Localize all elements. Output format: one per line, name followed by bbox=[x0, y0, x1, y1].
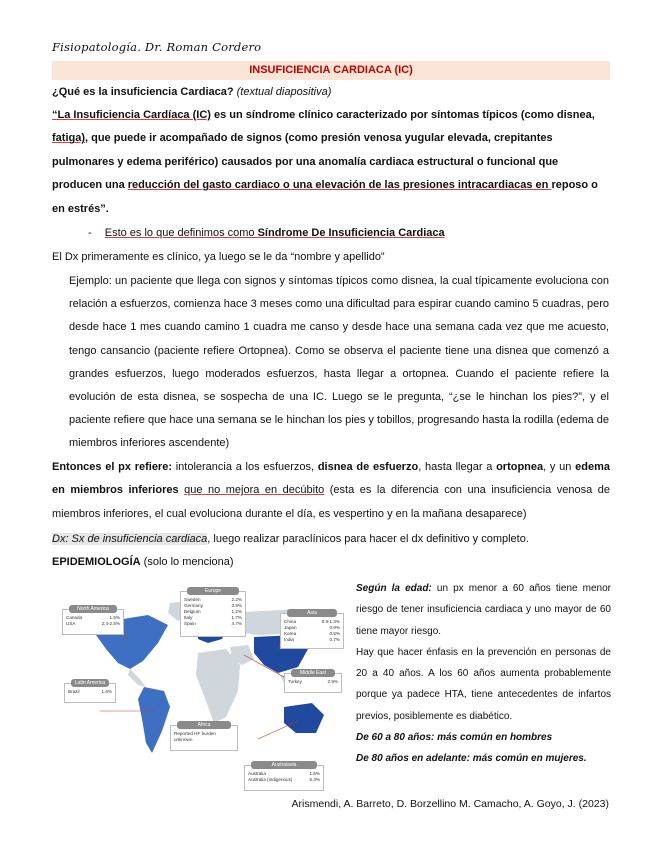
europe-row bbox=[181, 621, 245, 627]
entonces-edema: edema en miembros inferiores bbox=[52, 461, 610, 497]
side-prevention-text: Hay que hacer énfasis en la prevención en personas de 20 a 40 años. A los 60 años aumenta probablemente porque ya padece HTA, tiene antecedentes de infartos previos, posiblemente es diabético. bbox=[356, 646, 611, 722]
me-value: 2.9% bbox=[327, 679, 338, 684]
definition-text: , que puede ir acompañado de signos (como presión venosa yugular elevada, crepitantes bbox=[85, 132, 553, 145]
dx-final-highlight: Dx: Sx de insuficiencia cardiaca bbox=[52, 533, 208, 545]
entonces-text: (esta es la diferencia con una insuficiencia venosa de miembros inferiores, el cual evoluciona durante el día, es vespertino y en la mañana desaparece) bbox=[52, 484, 610, 520]
definition-fatiga: fatiga) bbox=[52, 132, 85, 145]
la-country: Brazil bbox=[68, 689, 80, 694]
au-country: Australia (indigenous) bbox=[248, 777, 293, 782]
europe-title: Europe bbox=[187, 587, 239, 595]
legend-latin-america bbox=[64, 680, 116, 703]
europe-value: 2.2% bbox=[231, 597, 242, 602]
asia-value: 0.9% bbox=[329, 625, 340, 630]
epi-note: (solo lo menciona) bbox=[140, 556, 234, 568]
header-author: Fisiopatología. Dr. Roman Cordero bbox=[52, 40, 262, 54]
definition-text: reposo o bbox=[551, 179, 598, 192]
europe-country: Sweden bbox=[184, 597, 201, 602]
asia-country: China bbox=[284, 619, 297, 624]
definition-term: “La Insuficiencia Cardíaca (IC) bbox=[52, 109, 211, 121]
entonces-text: , hasta llegar a bbox=[418, 461, 497, 473]
definition-text: producen una bbox=[52, 179, 128, 192]
definition-highlight: reducción del gasto cardiaco o una elevación de las presiones intracardiacas en bbox=[127, 179, 552, 192]
na-title: North America bbox=[69, 605, 117, 613]
na-value: 1.5% bbox=[109, 615, 120, 620]
page-title: INSUFICIENCIA CARDIACA (IC) bbox=[249, 64, 413, 76]
legend-europe bbox=[180, 588, 246, 637]
europe-country: Belgium bbox=[184, 609, 201, 614]
side-women-text: De 80 años en adelante: más común en mujeres. bbox=[356, 753, 587, 765]
europe-value: 1.7% bbox=[231, 615, 242, 620]
definition-text: en estrés”. bbox=[52, 202, 109, 215]
asia-country: Japan bbox=[284, 625, 297, 630]
la-value: 1.6% bbox=[101, 689, 112, 694]
au-row bbox=[245, 777, 323, 783]
asia-title: Asia bbox=[287, 609, 337, 617]
europe-country: Italy bbox=[184, 615, 193, 620]
dx-final bbox=[52, 528, 529, 551]
au-value: 1.5% bbox=[309, 771, 320, 776]
dx-final-text: , luego realizar paraclínicos para hacer el dx definitivo y completo. bbox=[207, 533, 529, 545]
europe-country: Spain bbox=[184, 621, 196, 626]
me-title: Middle East bbox=[291, 669, 335, 677]
entonces-text: intolerancia a los esfuerzos, bbox=[172, 461, 318, 473]
na-value: 2.4-2.5% bbox=[101, 621, 120, 626]
au-country: Australia bbox=[248, 771, 266, 776]
example-paragraph: Ejemplo: un paciente que llega con signos y síntomas típicos como disnea, la cual típicamente evoluciona con relación a esfuerzos, comienza hace 3 meses como una dificultad para espirar cuando camino 5 cuadras, pero desde hace 1 mes cuando camino 1 cuadra me canso y desde hace una semana cada vez que me acuesto, tengo cansancio (paciente refiere Ortopnea). Como se observa el paciente tiene una disnea que comenzó a grandes esfuerzos, luego moderados esfuerzos, hasta llegar a ortopnea. Cuando el paciente refiere la evolución de esta disnea, se sospecha de una IC. Luego se le pregunta, “¿se le hinchan los pies?”, y el paciente refiere que hace una semana se le hinchan los pies y tobillos, progresando hasta la rodilla (edema de miembros inferiores ascendente) bbox=[69, 275, 609, 450]
legend-africa bbox=[170, 722, 238, 751]
asia-value: 0.5% bbox=[329, 631, 340, 636]
asia-value: 0.7% bbox=[329, 637, 340, 642]
bullet-text-a: Esto es lo que definimos como bbox=[104, 227, 258, 239]
question-line bbox=[52, 81, 331, 104]
bullet-dash: - bbox=[88, 227, 92, 239]
la-row bbox=[65, 689, 115, 695]
definition-text: es un síndrome clínico caracterizado por síntomas típicos (como disnea, bbox=[210, 109, 595, 121]
entonces-decubito: que no mejora en decúbito bbox=[184, 484, 325, 497]
europe-value: 4.7% bbox=[231, 621, 242, 626]
entonces-paragraph bbox=[52, 456, 610, 526]
heart-failure-world-map bbox=[58, 583, 350, 793]
side-age-label: Según la edad: bbox=[356, 583, 432, 594]
na-country: Canada bbox=[66, 615, 83, 620]
bullet-text-b: Síndrome De Insuficiencia Cardiaca bbox=[257, 227, 445, 239]
me-row bbox=[285, 679, 341, 685]
entonces-ortopnea: ortopnea bbox=[496, 461, 544, 473]
au-title: Australasia bbox=[251, 761, 317, 769]
la-title: Latin America bbox=[71, 679, 109, 687]
na-country: USA bbox=[66, 621, 76, 626]
question-note: (textual diapositiva) bbox=[236, 86, 332, 98]
reference-citation: Arismendi, A. Barreto, D. Borzellino M. Camacho, A. Goyo, J. (2023) bbox=[291, 798, 609, 810]
definition-text: pulmonares y edema periférico) causados por una anomalía cardiaca estructural o funcional que bbox=[52, 155, 559, 168]
asia-row bbox=[281, 637, 343, 643]
entonces-lead: Entonces el px refiere: bbox=[52, 461, 172, 473]
legend-middle-east bbox=[284, 670, 342, 693]
europe-country: Germany bbox=[184, 603, 203, 608]
legend-north-america bbox=[62, 606, 124, 635]
africa-label: Reported HF burden bbox=[174, 731, 216, 736]
epidemiology-heading bbox=[52, 551, 234, 574]
epidemiology-side-text bbox=[356, 578, 611, 770]
au-value: 5.3% bbox=[309, 777, 320, 782]
entonces-text: , y un bbox=[543, 461, 576, 473]
bullet-text bbox=[105, 227, 445, 239]
asia-value: 0.9-1.3% bbox=[321, 619, 340, 624]
africa-title: Africa bbox=[177, 721, 231, 729]
question-text: ¿Qué es la insuficiencia Cardiaca? bbox=[52, 86, 234, 98]
side-age-text: un px menor a 60 años tiene menor riesgo de tener insuficiencia cardiaca y uno mayor de 60 tiene mayor riesgo. bbox=[356, 583, 612, 637]
europe-value: 1.2% bbox=[231, 609, 242, 614]
epi-title: EPIDEMIOLOGÍA bbox=[52, 556, 141, 568]
dx-line: El Dx primeramente es clínico, ya luego se le da “nombre y apellido” bbox=[52, 251, 385, 263]
side-men-text: De 60 a 80 años: más común en hombres bbox=[356, 732, 553, 744]
na-row bbox=[63, 621, 123, 627]
entonces-disnea: disnea de esfuerzo bbox=[317, 461, 419, 473]
me-country: Turkey bbox=[288, 679, 302, 684]
asia-country: Korea bbox=[284, 631, 297, 636]
bullet-item bbox=[88, 222, 445, 245]
asia-country: India bbox=[284, 637, 294, 642]
africa-row bbox=[171, 731, 237, 743]
legend-australasia bbox=[244, 762, 324, 791]
africa-value: unknown bbox=[174, 737, 193, 742]
europe-value: 3.9% bbox=[231, 603, 242, 608]
legend-asia bbox=[280, 610, 344, 649]
definition-paragraph bbox=[52, 104, 610, 221]
